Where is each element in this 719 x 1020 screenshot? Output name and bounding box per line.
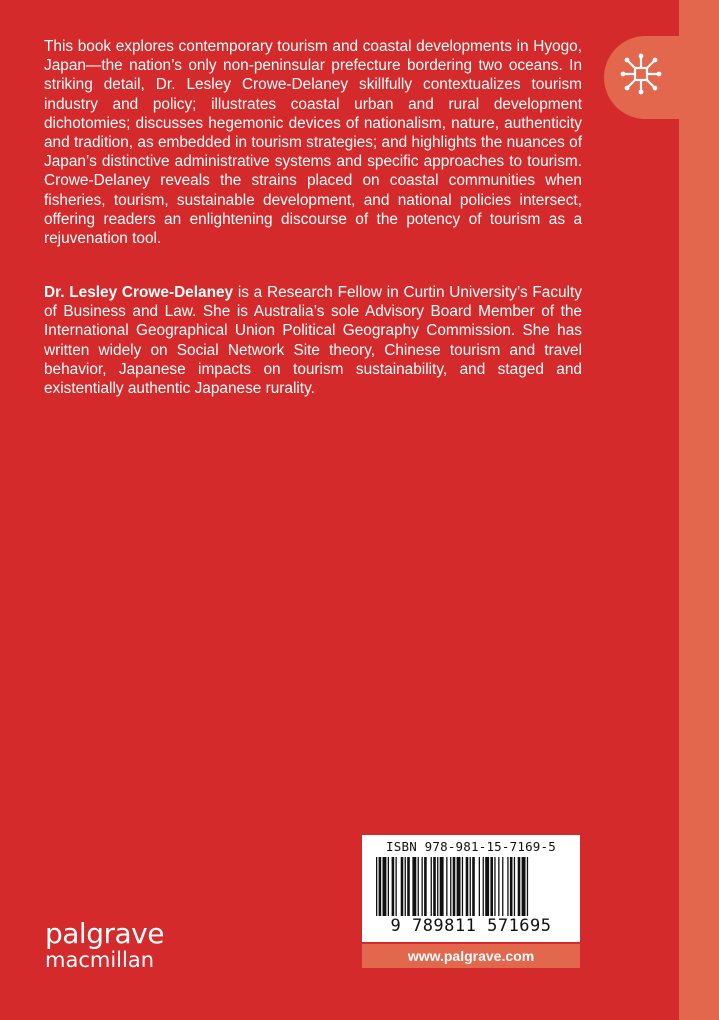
author-name: Dr. Lesley Crowe-Delaney bbox=[44, 284, 234, 301]
author-bio bbox=[44, 283, 582, 398]
barcode-digits: 9 789811 571695 bbox=[362, 916, 580, 936]
publisher-logo bbox=[45, 917, 164, 972]
book-description: This book explores contemporary tourism and coastal developments in Hyogo, Japan—the nation’s only non-peninsular prefecture bordering two oceans. In striking detail, Dr. Lesley Crowe-Delaney skillfully contextualizes tourism industry and policy; illustrates coastal urban and rural development dichotomies; discusses hegemonic devices of nationalism, nature, authenticity and tradition, as embedded in tourism strategies; and highlights the nuances of Japan’s distinctive administrative systems and specific approaches to tourism. Crowe-Delaney reveals the strains placed on coastal communities when fisheries, tourism, sustainable development, and national policies intersect, offering readers an enlightening discourse of the potency of tourism as a rejuvenation tool. bbox=[44, 38, 582, 248]
barcode-graphic bbox=[374, 857, 568, 919]
publisher-name-line2: macmillan bbox=[45, 948, 155, 972]
logo-tab bbox=[604, 36, 679, 119]
palgrave-snowflake-logo-icon bbox=[620, 53, 662, 95]
isbn-barcode bbox=[362, 835, 580, 942]
author-bio-text: is a Research Fellow in Curtin University’s Faculty of Business and Law. She is Australia’s sole Advisory Board Member of the International Geographical Union Political Geography Commission. She has written widely on Social Network Site theory, Chinese tourism and travel behavior, Japanese impacts on tourism sustainability, and staged and existentially authentic Japanese rurality. bbox=[44, 284, 582, 398]
isbn-label: ISBN 978-981-15-7169-5 bbox=[386, 839, 556, 854]
publisher-name-line1: palgrave bbox=[45, 917, 164, 950]
publisher-website: www.palgrave.com bbox=[362, 944, 580, 968]
spine-strip bbox=[679, 0, 719, 1020]
